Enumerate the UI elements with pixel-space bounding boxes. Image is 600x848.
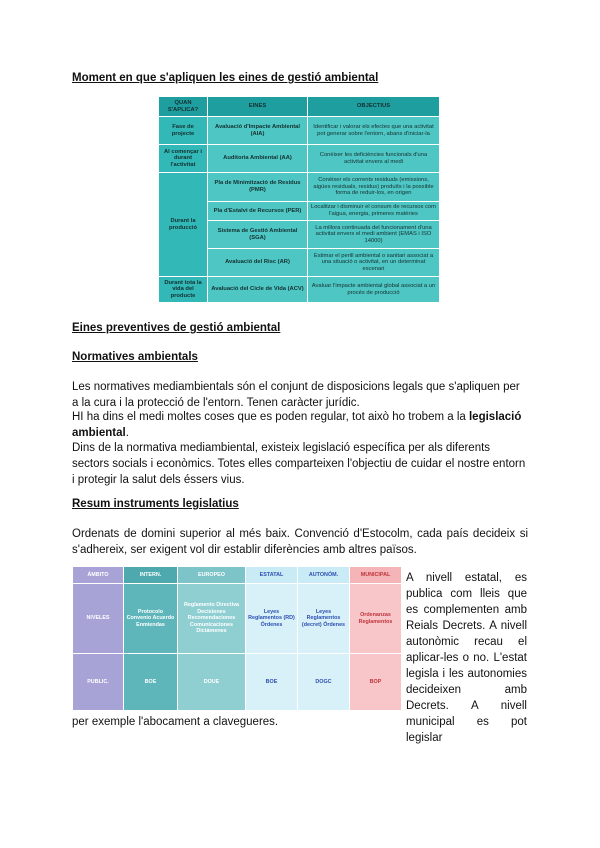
paragraph-legislacio bbox=[72, 409, 528, 441]
instruments-table bbox=[72, 566, 402, 711]
when-cell: Durant tota la vida del producte bbox=[159, 277, 208, 303]
header-ambito: ÁMBITO bbox=[73, 567, 124, 584]
public-estatal: BOE bbox=[246, 654, 298, 711]
tool-cell: Avaluació del Cicle de Vida (ACV) bbox=[208, 277, 308, 303]
paragraph-ordenats: Ordenats de domini superior al més baix. Convenció d'Estocolm, cada país decideix si s'adhereix, ser exigent vol dir establir diferències amb altres països. bbox=[72, 528, 528, 556]
header-when: QUAN S'APLICA? bbox=[159, 97, 208, 117]
heading-moment: Moment en que s'apliquen les eines de gestió ambiental bbox=[72, 72, 379, 84]
paragraph-normatives: Les normatives mediambientals són el conjunt de disposicions legals que s'apliquen per a la cura i la protecció de l'entorn. Tenen caràcter jurídic. bbox=[72, 381, 520, 409]
heading-eines: Eines preventives de gestió ambiental bbox=[72, 322, 281, 334]
public-europeo: DOUE bbox=[178, 654, 246, 711]
paragraph-sectors: Dins de la normativa mediambiental, existeix legislació específica per als diferents sectors socials i econòmics. Totes elles comparteixen l'objectiu de cuidar el nostre entorn i protegir la salut dels éssers vius. bbox=[72, 442, 526, 486]
header-estatal: ESTATAL bbox=[246, 567, 298, 584]
tool-cell: Avaluació d'Impacte Ambiental (AIA) bbox=[208, 117, 308, 145]
label-niveles: NIVELES bbox=[73, 584, 124, 654]
niveles-autonom: Leyes Reglamentos (decret) Órdenes bbox=[298, 584, 350, 654]
tool-cell: Sistema de Gestió Ambiental (SGA) bbox=[208, 221, 308, 249]
when-cell: Durant la producció bbox=[159, 173, 208, 277]
label-public: PUBLIC. bbox=[73, 654, 124, 711]
niveles-intern: Protocolo Convenio Acuerdo Enmiendas bbox=[124, 584, 178, 654]
heading-resum: Resum instruments legislatius bbox=[72, 498, 239, 510]
side-paragraph: A nivell estatal, es publica com lleis que es complementen amb Reials Decrets. A nivell autonòmic recau el aplicar-les o no. L'estat legisla i les autonomies decideixen amb Decrets. A nivell municipal es pot legislar bbox=[406, 572, 527, 744]
objective-cell: Identificar i valorar els efectes que una activitat pot generar sobre l'entorn, abans d'iniciar-la bbox=[308, 117, 440, 145]
heading-normatives: Normatives ambientals bbox=[72, 351, 198, 363]
tool-cell: Avaluació del Risc (AR) bbox=[208, 249, 308, 277]
niveles-estatal: Leyes Reglamentos (RD) Órdenes bbox=[246, 584, 298, 654]
public-intern: BOE bbox=[124, 654, 178, 711]
when-cell: Fase de projecte bbox=[159, 117, 208, 145]
objective-cell: Estimar el perill ambiental o sanitari associat a una situació o activitat, en un determinat escenari bbox=[308, 249, 440, 277]
tool-cell: Pla d'Estalvi de Recursos (PER) bbox=[208, 202, 308, 221]
tool-cell: Pla de Minimització de Residus (PMR) bbox=[208, 173, 308, 202]
header-intern: INTERN. bbox=[124, 567, 178, 584]
header-europeo: EUROPEO bbox=[178, 567, 246, 584]
header-autonom: AUTONÓM. bbox=[298, 567, 350, 584]
header-municipal: MUNICIPAL bbox=[350, 567, 402, 584]
objective-cell: Conèixer els corrents residuals (emissions, aigües residuals, residus) produïts i la possible forma de reduir-los, en origen bbox=[308, 173, 440, 202]
tools-table bbox=[158, 96, 440, 303]
side-paragraph-end: per exemple l'abocament a clavegueres. bbox=[72, 716, 279, 728]
objective-cell: La millora continuada del funcionament d'una activitat envers el medi ambient (EMAS i ISO 14000) bbox=[308, 221, 440, 249]
paragraph-legislacio-start: HI ha dins el medi moltes coses que es poden regular, tot això ho trobem a la bbox=[72, 411, 469, 423]
niveles-municipal: Ordenanzas Reglamentos bbox=[350, 584, 402, 654]
public-autonom: DOGC bbox=[298, 654, 350, 711]
legislacio-bold: legislació ambiental bbox=[72, 411, 522, 439]
objective-cell: Avaluar l'impacte ambiental global associat a un procés de producció bbox=[308, 277, 440, 303]
niveles-europeo: Reglamento Directiva Decisiones Recomendaciones Comunicaciones Dictámenes bbox=[178, 584, 246, 654]
header-tools: EINES bbox=[208, 97, 308, 117]
public-municipal: BOP bbox=[350, 654, 402, 711]
paragraph-legislacio-end: . bbox=[125, 427, 129, 439]
objective-cell: Localitzar i disminuir el consum de recursos com l'aigua, energia, primeres matèries bbox=[308, 202, 440, 221]
tool-cell: Auditoria Ambiental (AA) bbox=[208, 145, 308, 173]
header-objectives: OBJECTIUS bbox=[308, 97, 440, 117]
when-cell: Al començar i durant l'activitat bbox=[159, 145, 208, 173]
objective-cell: Conèixer les deficiències funcionals d'una activitat envers al medi bbox=[308, 145, 440, 173]
